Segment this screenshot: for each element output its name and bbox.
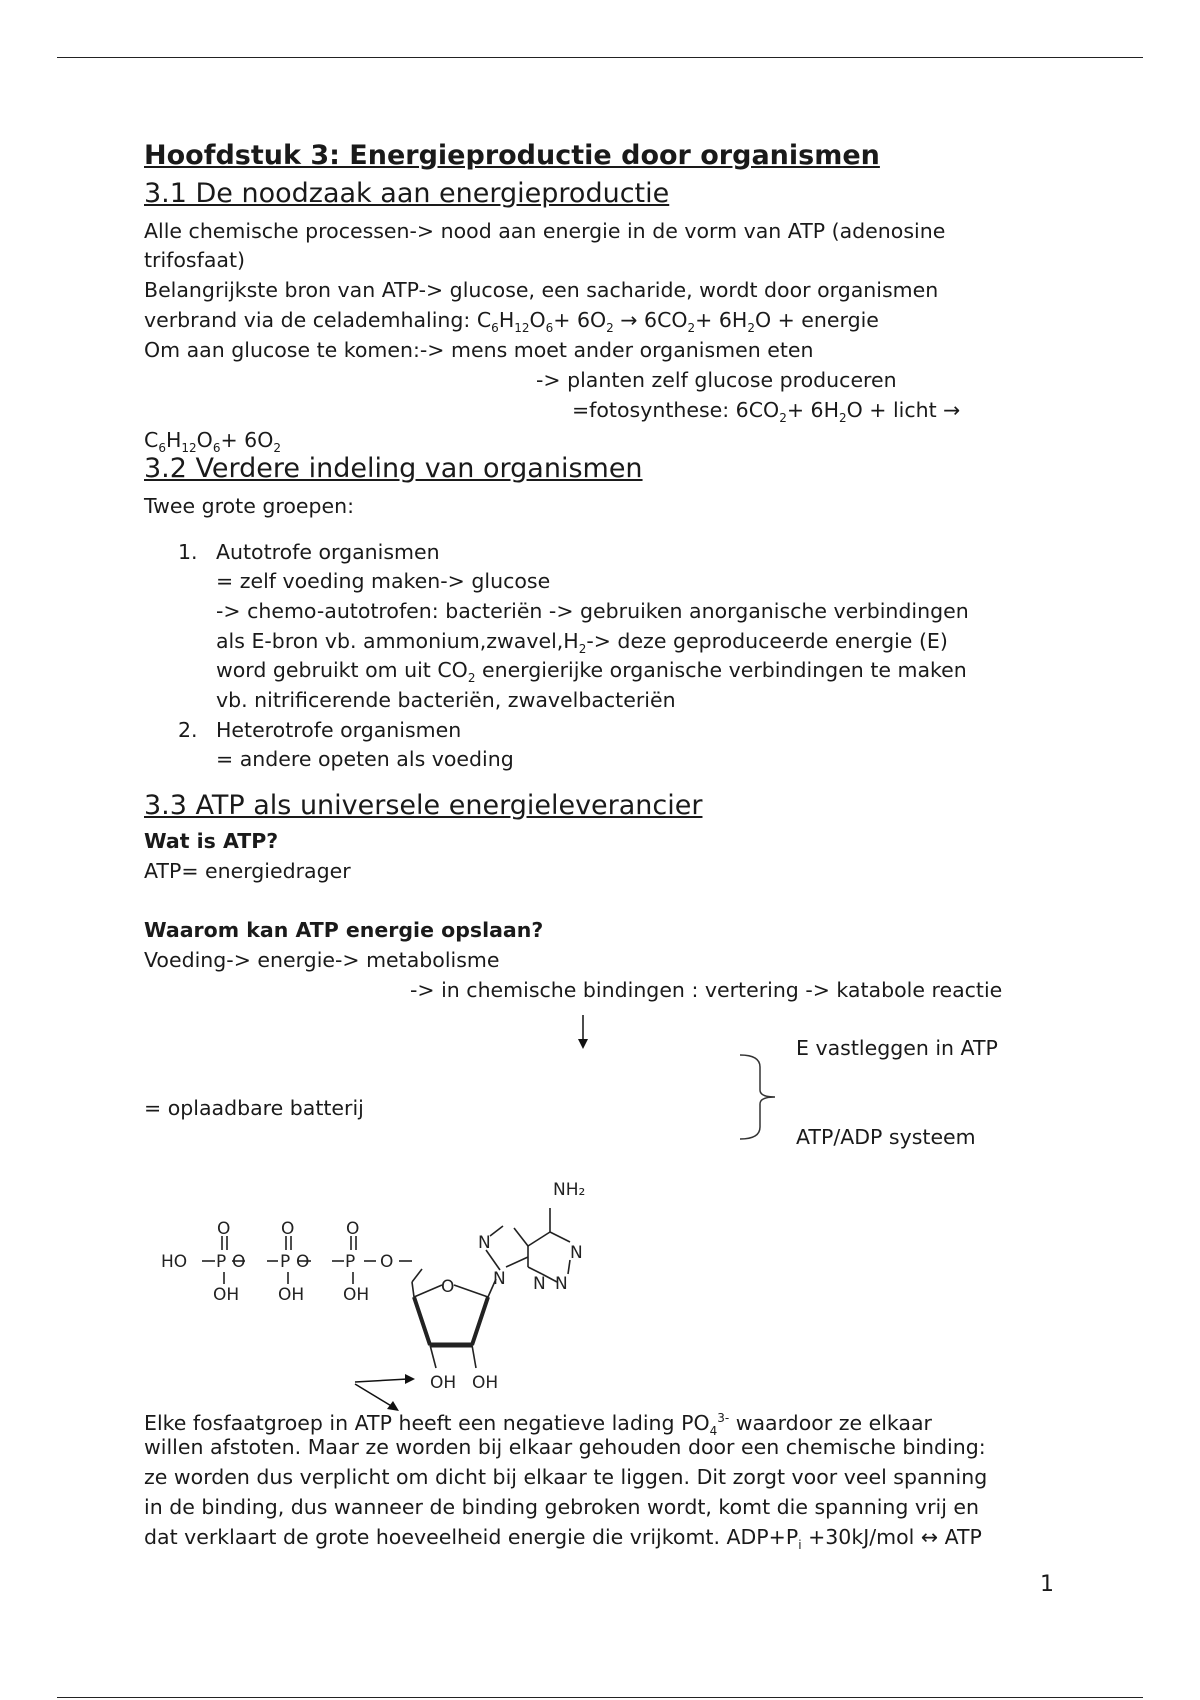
answer-atp-energiedrager: ATP= energiedrager [144, 859, 351, 883]
svg-text:OH: OH [430, 1373, 457, 1392]
atp-molecule-diagram [150, 1162, 630, 1392]
list-item-heterotrofe-line-1: = andere opeten als voeding [216, 747, 514, 771]
s31-line-4: -> planten zelf glucose produceren [536, 368, 897, 392]
s33-paragraph-line-1: willen afstoten. Maar ze worden bij elkaar gehouden door een chemische binding: [144, 1435, 986, 1459]
s33-paragraph-line-4: dat verklaart de grote hoeveelheid energie die vrijkomt. $ADP+P_i +30kJ/mol$ ↔ ATP [144, 1525, 982, 1553]
s31-line-6: $C_6H_{12}O_6+ 6O_2$ [144, 428, 281, 456]
svg-text:P: P [345, 1252, 356, 1272]
svg-text:O: O [296, 1252, 310, 1272]
svg-text:O: O [281, 1219, 295, 1239]
s31-line-2a: Belangrijkste bron van ATP-> glucose, een sacharide, wordt door organismen [144, 278, 939, 302]
svg-text:N: N [478, 1233, 491, 1253]
svg-text:O: O [346, 1219, 360, 1239]
svg-text:N: N [493, 1269, 506, 1289]
list-item-autotrofe-line-4: word gebruikt om uit $CO_2$ energierijke organische verbindingen te maken [216, 658, 967, 686]
s31-line-2b: verbrand via de celademhaling: $C_6H_{12}O_6+ 6O_2 \to 6CO_2+ 6H_2O$ + energie [144, 308, 879, 336]
svg-text:N: N [533, 1274, 546, 1294]
brace-label-atp-adp: ATP/ADP systeem [796, 1125, 976, 1149]
s33-paragraph-line-3: in de binding, dus wanneer de binding gebroken wordt, komt die spanning vrij en [144, 1495, 980, 1519]
list-number-1: 1. [178, 540, 198, 564]
list-item-heterotrofe-title: Heterotrofe organismen [216, 718, 462, 742]
list-number-2: 2. [178, 718, 198, 742]
svg-text:NH₂: NH₂ [553, 1180, 586, 1200]
footer-rule [57, 1697, 1143, 1698]
svg-text:OH: OH [213, 1285, 240, 1305]
section-heading-3-3: 3.3 ATP als universele energieleverancier [144, 790, 703, 821]
svg-text:P: P [280, 1252, 291, 1272]
s33-paragraph-line-0: Elke fosfaatgroep in ATP heeft een negatieve lading $PO_4^{3-}$ waardoor ze elkaar [144, 1410, 932, 1438]
section-heading-3-1: 3.1 De noodzaak aan energieproductie [144, 178, 670, 209]
svg-text:N: N [555, 1274, 568, 1294]
down-arrow-icon [573, 1015, 593, 1055]
list-item-autotrofe-line-2: -> chemo-autotrofen: bacteriën -> gebruiken anorganische verbindingen [216, 599, 969, 623]
s33-line-vertering: -> in chemische bindingen : vertering -> katabole reactie [410, 978, 1003, 1002]
brace-label-e-vastleggen: E vastleggen in ATP [796, 1036, 998, 1060]
chapter-title: Hoofdstuk 3: Energieproductie door organismen [144, 140, 880, 171]
svg-text:OH: OH [278, 1285, 305, 1305]
svg-text:HO: HO [161, 1252, 188, 1272]
header-rule [57, 57, 1143, 58]
question-wat-is-atp: Wat is ATP? [144, 829, 279, 853]
svg-text:P: P [216, 1252, 227, 1272]
s32-intro: Twee grote groepen: [144, 494, 355, 518]
svg-text:N: N [570, 1243, 583, 1263]
list-item-autotrofe-title: Autotrofe organismen [216, 540, 440, 564]
svg-text:O: O [217, 1219, 231, 1239]
s33-line-metabolisme: Voeding-> energie-> metabolisme [144, 948, 500, 972]
list-item-autotrofe-line-5: vb. nitrificerende bacteriën, zwavelbacteriën [216, 688, 676, 712]
s31-line-1b: trifosfaat) [144, 248, 245, 272]
list-item-autotrofe-line-3: als E-bron vb. $ammonium,zwavel,H_2->$ deze geproduceerde energie (E) [216, 629, 948, 657]
page-number: 1 [1040, 1572, 1054, 1597]
svg-text:O: O [232, 1252, 246, 1272]
s31-line-5: =fotosynthese: $6CO_2+ 6H_2O$ + licht → [572, 398, 961, 426]
s33-paragraph-line-2: ze worden dus verplicht om dicht bij elkaar te liggen. Dit zorgt voor veel spanning [144, 1465, 988, 1489]
svg-text:OH: OH [343, 1285, 370, 1305]
s31-line-3: Om aan glucose te komen:-> mens moet ander organismen eten [144, 338, 814, 362]
svg-text:O: O [380, 1252, 394, 1272]
svg-text:O: O [441, 1277, 455, 1297]
s31-line-1a: Alle chemische processen-> nood aan energie in de vorm van ATP (adenosine [144, 219, 946, 243]
list-item-autotrofe-line-1: = zelf voeding maken-> glucose [216, 569, 551, 593]
question-waarom-atp: Waarom kan ATP energie opslaan? [144, 918, 544, 942]
section-heading-3-2: 3.2 Verdere indeling van organismen [144, 453, 643, 484]
oplaadbare-batterij: = oplaadbare batterij [144, 1096, 364, 1120]
svg-text:OH: OH [472, 1373, 499, 1392]
curly-brace-icon [735, 1052, 785, 1142]
